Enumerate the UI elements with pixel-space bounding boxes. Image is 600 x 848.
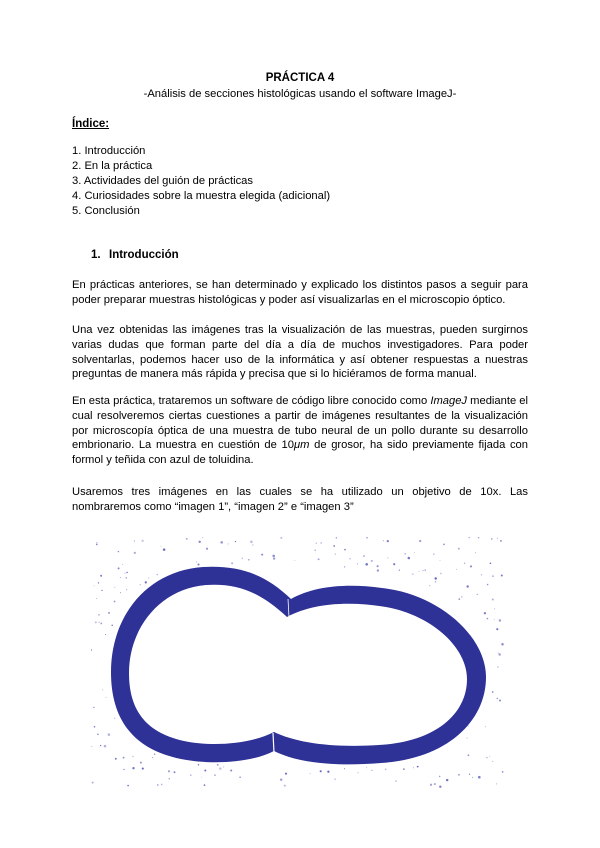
scattered-cell [140, 762, 142, 764]
scattered-cell [280, 779, 282, 781]
scattered-cell [95, 621, 97, 623]
scattered-cell [349, 558, 351, 560]
scattered-cell [127, 785, 129, 787]
scattered-cell [383, 540, 384, 541]
section-number: 1. [91, 249, 101, 261]
scattered-cell [124, 573, 125, 574]
scattered-cell [334, 779, 335, 780]
section-heading [91, 249, 179, 261]
section-title: Introducción [109, 249, 179, 261]
scattered-cell [366, 767, 367, 768]
scattered-cell [491, 538, 493, 540]
scattered-cell [399, 569, 400, 570]
scattered-cell [333, 545, 335, 547]
scattered-cell [371, 770, 372, 771]
scattered-cell [404, 553, 406, 555]
scattered-cell [439, 776, 441, 778]
scattered-cell [467, 738, 468, 739]
scattered-cell [358, 772, 359, 773]
scattered-cell [478, 537, 480, 538]
scattered-cell [114, 587, 115, 588]
scattered-cell [419, 540, 421, 542]
scattered-cell [419, 571, 420, 572]
index-item: 4. Curiosidades sobre la muestra elegida (adicional) [72, 190, 331, 202]
scattered-cell [477, 594, 478, 595]
scattered-cell [468, 726, 469, 727]
scattered-cell [230, 769, 232, 771]
scattered-cell [481, 574, 482, 575]
scattered-cell [485, 726, 486, 727]
scattered-cell [430, 784, 432, 786]
scattered-cell [96, 542, 97, 543]
scattered-cell [101, 590, 102, 591]
scattered-cell [231, 562, 233, 564]
scattered-cell [115, 758, 117, 760]
scattered-cell [157, 574, 158, 575]
scattered-cell [446, 779, 448, 781]
scattered-cell [148, 578, 149, 579]
scattered-cell [152, 757, 153, 758]
scattered-cell [118, 551, 119, 552]
scattered-cell [92, 782, 94, 784]
scattered-cell [320, 770, 322, 772]
scattered-cell [387, 557, 388, 558]
scattered-cell [120, 592, 121, 593]
scattered-cell [472, 777, 473, 778]
scattered-cell [250, 541, 253, 544]
scattered-cell [492, 761, 493, 762]
scattered-cell [93, 707, 94, 708]
paragraph-text: de grosor, ha sido previamente fijada con formol y teñida con azul de toluidina. [72, 439, 528, 467]
scattered-cell [99, 622, 100, 623]
index-list [72, 144, 330, 219]
scattered-cell [344, 549, 346, 551]
paragraph: En prácticas anteriores, se han determinado y explicado los distintos pasos a seguir para poder preparar muestras histológicas y poder así visualizarlas en el microscopio óptico. [72, 279, 528, 306]
scattered-cell [108, 733, 111, 736]
scattered-cell [387, 540, 389, 542]
index-item: 2. En la práctica [72, 160, 153, 172]
scattered-cell [272, 555, 275, 558]
scattered-cell [489, 756, 490, 757]
scattered-cell [132, 767, 134, 769]
scattered-cell [475, 552, 476, 553]
scattered-cell [104, 745, 107, 748]
scattered-cell [106, 697, 107, 698]
micrograph-image [91, 537, 506, 788]
scattered-cell [108, 612, 110, 614]
scattered-cell [417, 766, 419, 768]
scattered-cell [98, 582, 99, 583]
scattered-cell [466, 585, 468, 587]
scattered-cell [413, 767, 414, 768]
scattered-cell [468, 754, 470, 756]
unit-micrometer: μm [293, 439, 310, 452]
paragraph: Una vez obtenidas las imágenes tras la visualización de las muestras, pueden surgirnos varias dudas que forman parte del día a día de muchos investigadores. Para poder solventarlas, podemos hacer uso de la informática y así obtener respuestas a nuestras preguntas de manera más rápida y precisa que si lo hiciéramos de forma manual. [72, 324, 528, 381]
index-item: 5. Conclusión [72, 205, 140, 217]
scattered-cell [487, 618, 489, 620]
scattered-cell [134, 540, 135, 541]
scattered-cell [461, 596, 463, 598]
scattered-cell [365, 563, 368, 566]
scattered-cell [377, 569, 379, 571]
scattered-cell [145, 581, 147, 583]
scattered-cell [273, 557, 275, 559]
scattered-cell [424, 569, 425, 570]
scattered-cell [498, 653, 501, 656]
paragraph [72, 394, 528, 468]
scattered-cell [132, 756, 133, 757]
scattered-cell [490, 562, 492, 564]
scattered-cell [91, 746, 92, 747]
scattered-cell [439, 786, 441, 788]
index-item: 1. Introducción [72, 145, 146, 157]
scattered-cell [496, 628, 498, 630]
scattered-cell [422, 570, 423, 571]
scattered-cell [223, 766, 224, 767]
scattered-cell [314, 549, 316, 551]
scattered-cell [111, 625, 112, 626]
scattered-cell [190, 774, 191, 775]
scattered-cell [94, 726, 96, 728]
scattered-cell [125, 577, 127, 579]
scattered-cell [377, 565, 379, 567]
scattered-cell [235, 541, 236, 542]
scattered-cell [344, 768, 345, 769]
scattered-cell [123, 758, 124, 759]
scattered-cell [217, 764, 219, 766]
scattered-cell [228, 543, 229, 544]
scattered-cell [239, 777, 240, 778]
scattered-cell [202, 537, 203, 538]
scattered-cell [214, 774, 216, 776]
scattered-cell [496, 783, 497, 784]
scattered-cell [456, 569, 457, 570]
scattered-cell [344, 566, 345, 567]
scattered-cell [403, 768, 405, 770]
scattered-cell [161, 546, 162, 547]
scattered-cell [98, 614, 100, 616]
scattered-cell [102, 689, 103, 690]
scattered-cell [434, 783, 436, 785]
scattered-cell [443, 544, 444, 545]
scattered-cell [174, 771, 176, 773]
scattered-cell [501, 643, 504, 646]
scattered-cell [464, 563, 466, 565]
scattered-cell [114, 601, 116, 603]
scattered-cell [395, 780, 397, 782]
scattered-cell [123, 769, 124, 770]
scattered-cell [499, 700, 501, 702]
scattered-cell [497, 666, 498, 667]
scattered-cell [126, 572, 127, 573]
scattered-cell [248, 559, 250, 561]
scattered-cell [492, 575, 494, 577]
scattered-cell [494, 608, 495, 609]
scattered-cell [433, 553, 435, 555]
scattered-cell [242, 557, 244, 559]
scattered-cell [197, 563, 199, 565]
scattered-cell [496, 698, 498, 700]
scattered-cell [161, 784, 163, 786]
scattered-cell [114, 718, 115, 719]
scattered-cell [94, 585, 95, 586]
scattered-cell [105, 634, 106, 635]
scattered-cell [97, 734, 99, 736]
scattered-cell [435, 581, 436, 582]
scattered-cell [440, 573, 442, 575]
scattered-cell [385, 769, 387, 771]
scattered-cell [364, 555, 365, 556]
scattered-cell [100, 575, 102, 577]
scattered-cell [316, 543, 317, 544]
paragraph-text: mediante el cual resolveremos ciertas cuestiones a partir de imágenes resultantes de la visualización por microscopía óptica de una muestra de tubo neural de un pollo durante su desarrollo embrionario. La muestra en cuestión de 10 [72, 395, 529, 452]
scattered-cell [494, 619, 495, 620]
scattered-cell [142, 768, 144, 770]
index-item: 3. Actividades del guión de prácticas [72, 175, 253, 187]
scattered-cell [458, 548, 460, 550]
scattered-cell [320, 542, 321, 543]
scattered-cell [168, 770, 170, 772]
scattered-cell [206, 548, 208, 550]
scattered-cell [284, 785, 286, 787]
software-name: ImageJ [430, 395, 468, 407]
scattered-cell [280, 537, 282, 539]
scattered-cell [468, 537, 470, 538]
scattered-cell [336, 537, 337, 538]
page-subtitle: -Análisis de secciones histológicas usando el software ImageJ- [143, 88, 457, 100]
scattered-cell [285, 773, 287, 775]
scattered-cell [100, 745, 101, 746]
scattered-cell [478, 776, 481, 779]
scattered-cell [393, 563, 395, 565]
scattered-cell [252, 544, 253, 545]
scattered-cell [96, 544, 98, 546]
scattered-cell [169, 778, 170, 779]
scattered-cell [134, 552, 136, 554]
scattered-cell [201, 777, 202, 778]
scattered-cell [327, 771, 329, 773]
scattered-cell [486, 757, 488, 759]
scattered-cell [371, 560, 373, 562]
scattered-cell [412, 574, 413, 575]
scattered-cell [141, 540, 143, 542]
scattered-cell [198, 764, 200, 766]
scattered-cell [91, 649, 92, 651]
index-heading: Índice: [72, 118, 110, 130]
scattered-cell [469, 774, 470, 775]
scattered-cell [122, 564, 123, 565]
scattered-cell [335, 553, 336, 554]
scattered-cell [499, 619, 501, 621]
scattered-cell [357, 563, 358, 564]
scattered-cell [414, 552, 415, 553]
scattered-cell [295, 560, 296, 561]
scattered-cell [261, 554, 263, 556]
scattered-cell [199, 541, 201, 543]
paragraph: Usaremos tres imágenes en las cuales se ha utilizado un objetivo de 10x. Las nombraremos como “imagen 1”, “imagen 2” e “imagen 3” [72, 486, 528, 513]
paragraph-text: En esta práctica, trataremos un software de código libre conocido como [72, 395, 431, 407]
scattered-cell [487, 584, 489, 586]
scattered-cell [204, 770, 206, 772]
scattered-cell [434, 577, 436, 579]
scattered-cell [366, 537, 368, 539]
scattered-cell [498, 653, 499, 654]
page-title: PRÁCTICA 4 [265, 72, 335, 84]
scattered-cell [126, 589, 127, 590]
scattered-cell [501, 574, 503, 576]
scattered-cell [186, 538, 188, 540]
scattered-cell [204, 784, 206, 786]
scattered-cell [458, 774, 459, 775]
scattered-cell [163, 548, 166, 551]
scattered-cell [96, 598, 97, 599]
scattered-cell [492, 599, 494, 601]
scattered-cell [157, 784, 159, 786]
scattered-cell [118, 567, 120, 569]
scattered-cell [154, 753, 156, 755]
scattered-cell [219, 767, 222, 770]
scattered-cell [500, 540, 502, 542]
scattered-cell [502, 771, 504, 773]
scattered-cell [408, 557, 411, 560]
scattered-cell [220, 541, 223, 544]
scattered-cell [470, 565, 472, 567]
scattered-cell [484, 612, 486, 614]
scattered-cell [120, 577, 121, 578]
scattered-cell [429, 585, 430, 586]
scattered-cell [497, 538, 498, 539]
scattered-cell [318, 558, 320, 560]
scattered-cell [196, 561, 197, 562]
scattered-cell [140, 584, 141, 585]
scattered-cell [310, 773, 311, 774]
scattered-cell [100, 622, 102, 624]
scattered-cell [439, 560, 440, 561]
scattered-cell [492, 691, 494, 693]
scattered-cell [458, 598, 460, 600]
